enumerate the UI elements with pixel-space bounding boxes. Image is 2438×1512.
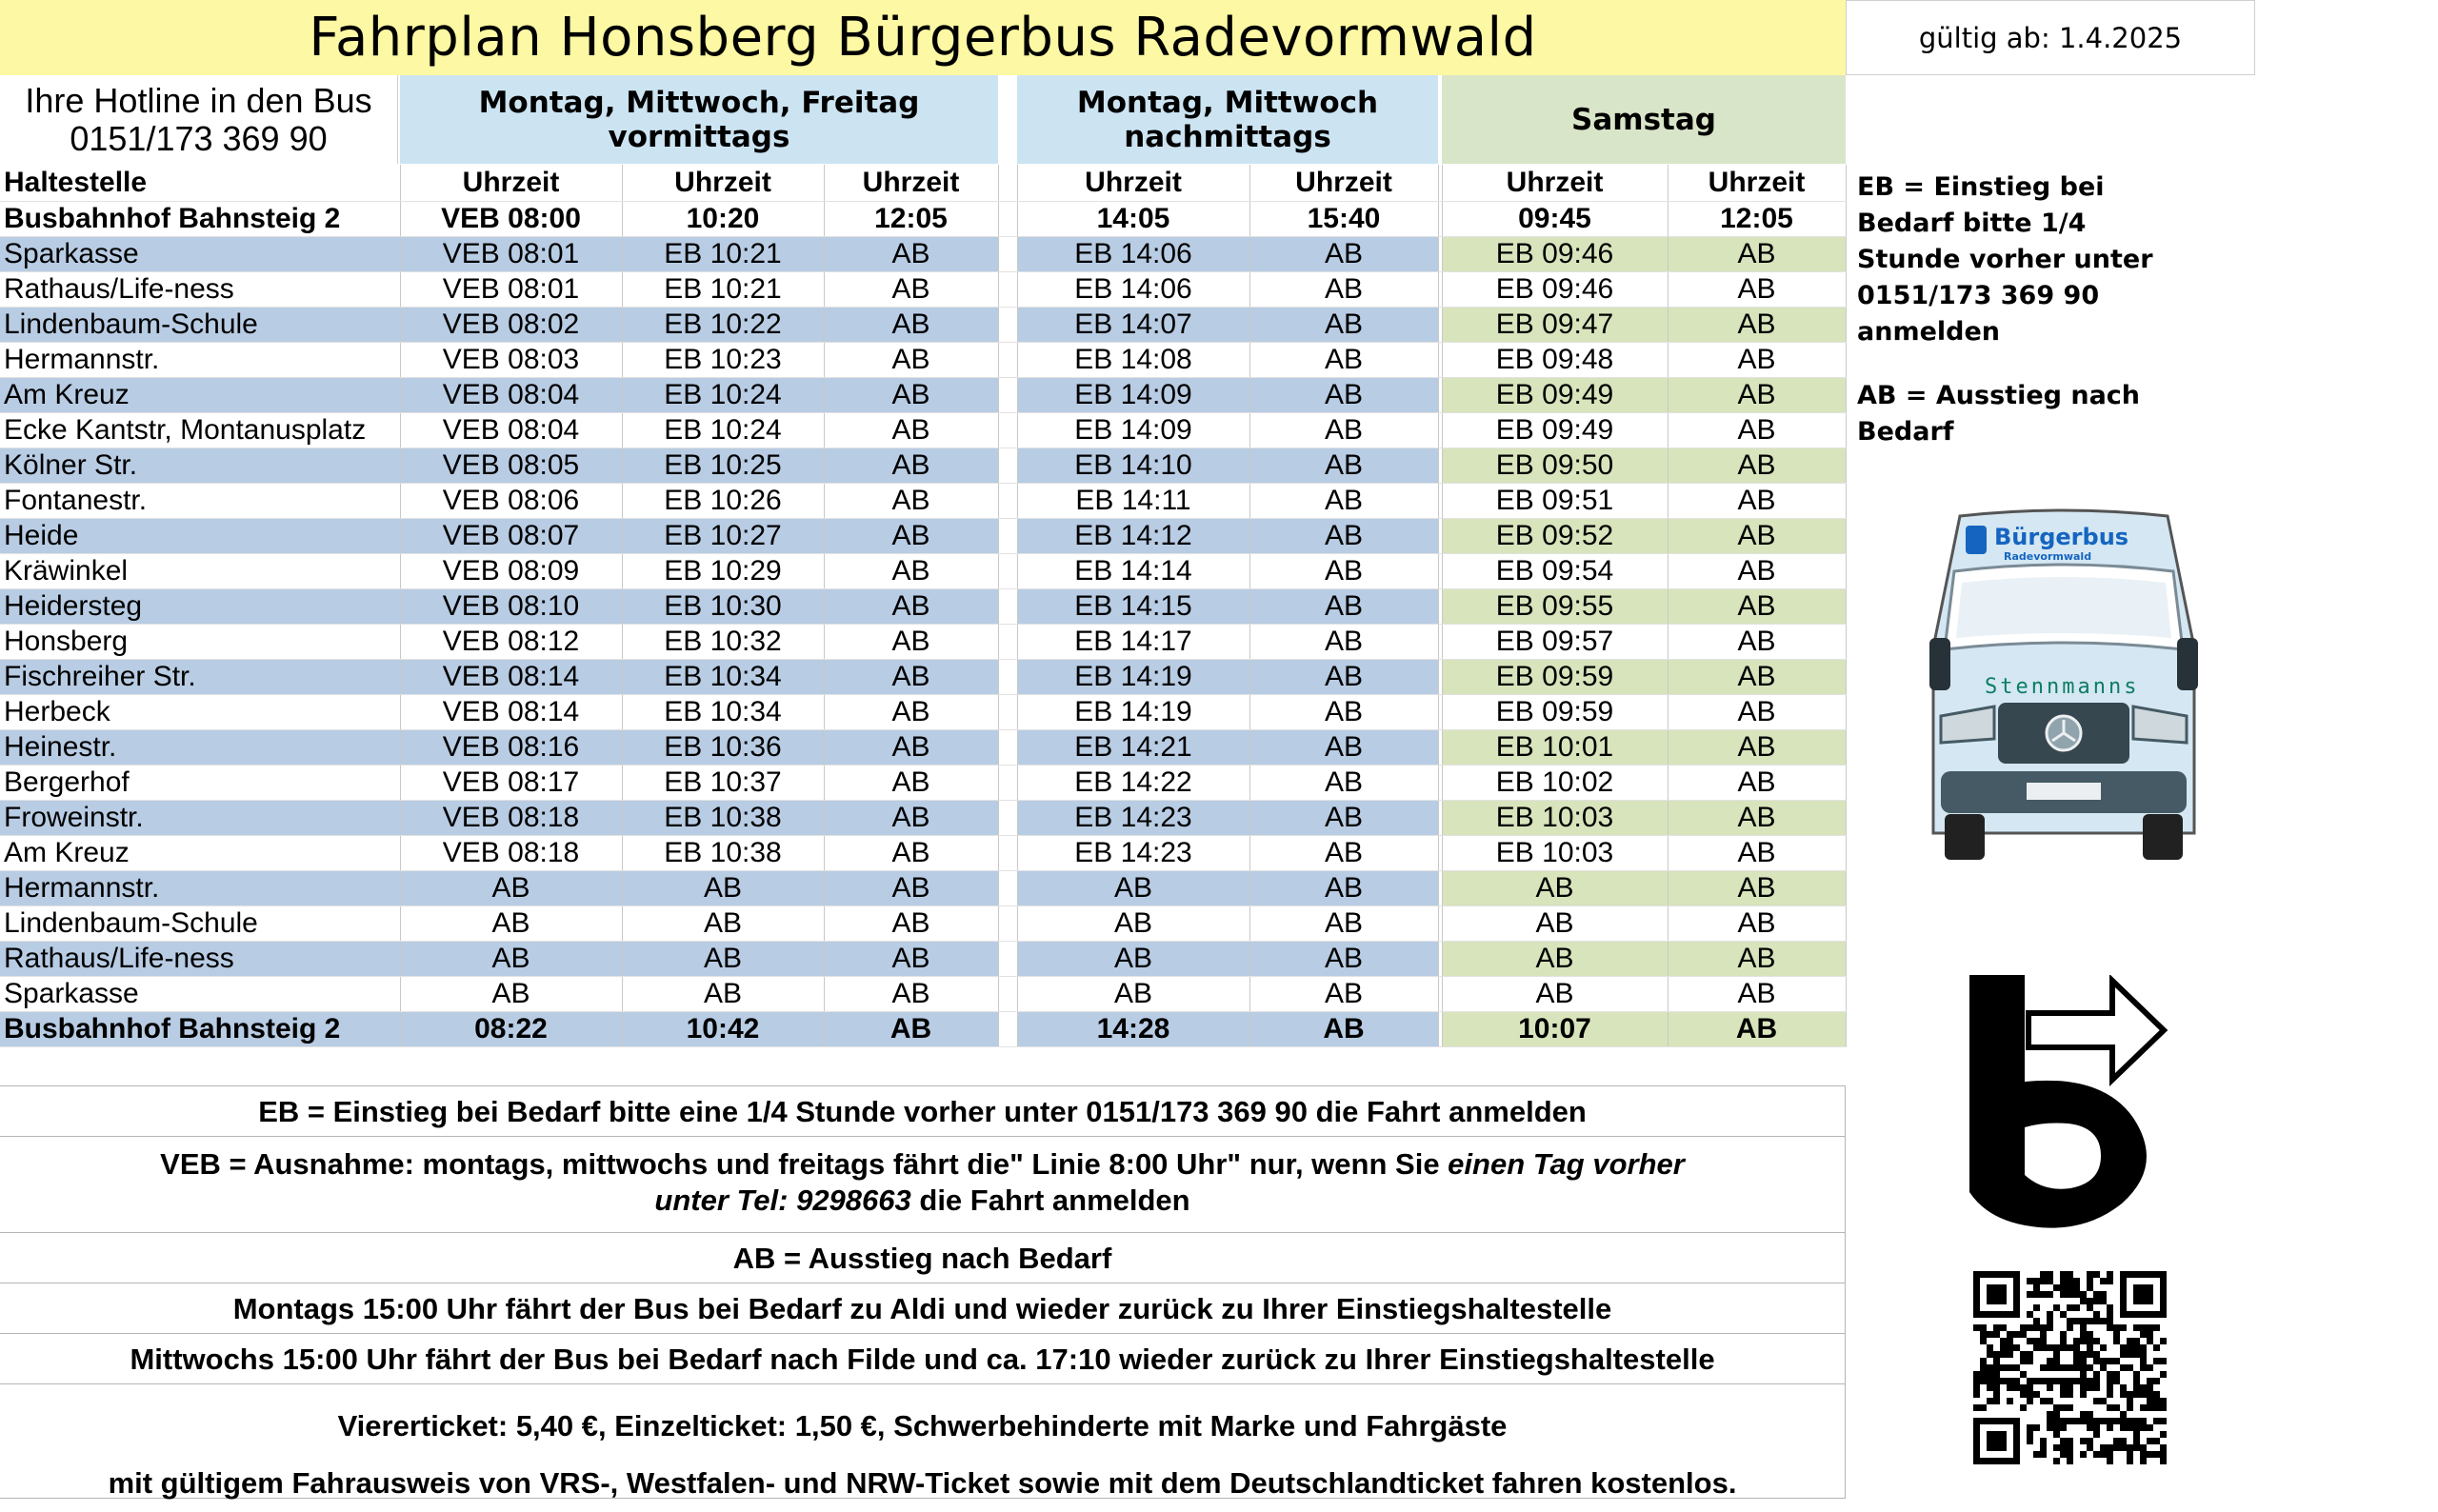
stop-name: Rathaus/Life-ness xyxy=(0,942,400,977)
time-cell: AB xyxy=(824,237,998,272)
time-cell: EB 14:23 xyxy=(1017,836,1249,871)
stop-name: Kräwinkel xyxy=(0,554,400,589)
time-cell: VEB 08:12 xyxy=(400,625,622,660)
time-cell: 14:28 xyxy=(1017,1012,1249,1047)
time-cell: AB xyxy=(1668,413,1846,448)
stop-name: Bergerhof xyxy=(0,766,400,801)
time-cell: AB xyxy=(1249,554,1438,589)
time-cell: AB xyxy=(1668,554,1846,589)
stop-name: Hermannstr. xyxy=(0,343,400,378)
time-cell: AB xyxy=(1442,871,1668,906)
time-cell: EB 10:36 xyxy=(622,730,824,766)
qr-code xyxy=(1973,1271,2168,1465)
time-cell: AB xyxy=(1249,906,1438,942)
time-cell: VEB 08:05 xyxy=(400,448,622,484)
time-cell: AB xyxy=(622,906,824,942)
time-cell: EB 10:38 xyxy=(622,836,824,871)
time-cell: AB xyxy=(400,871,622,906)
time-cell: AB xyxy=(1668,977,1846,1012)
time-cell: AB xyxy=(1668,660,1846,695)
buergerbus-b-logo xyxy=(1969,975,2179,1232)
column-gap xyxy=(998,237,1017,272)
table-row xyxy=(0,871,1846,906)
time-cell: EB 09:59 xyxy=(1442,660,1668,695)
bus-brand-sub: Radevormwald xyxy=(2004,550,2092,563)
time-cell: EB 09:49 xyxy=(1442,413,1668,448)
table-row xyxy=(0,801,1846,836)
time-cell: AB xyxy=(824,906,998,942)
time-cell: EB 10:26 xyxy=(622,484,824,519)
column-gap xyxy=(998,836,1017,871)
time-cell: VEB 08:14 xyxy=(400,695,622,730)
time-cell: Uhrzeit xyxy=(1249,165,1438,202)
time-cell: 10:42 xyxy=(622,1012,824,1047)
time-cell: AB xyxy=(400,942,622,977)
table-row xyxy=(0,660,1846,695)
stop-name: Fischreiher Str. xyxy=(0,660,400,695)
time-cell: VEB 08:07 xyxy=(400,519,622,554)
note-tickets-line1: Viererticket: 5,40 €, Einzelticket: 1,50 €, Schwerbehinderte mit Marke und Fahrgäste xyxy=(337,1409,1508,1442)
time-cell: AB xyxy=(1017,977,1249,1012)
time-cell: VEB 08:18 xyxy=(400,836,622,871)
time-cell: EB 09:46 xyxy=(1442,237,1668,272)
time-cell: 12:05 xyxy=(1668,202,1846,237)
time-cell: 08:22 xyxy=(400,1012,622,1047)
bus-brand: Bürgerbus xyxy=(1994,524,2129,550)
time-cell: AB xyxy=(824,871,998,906)
time-cell: VEB 08:06 xyxy=(400,484,622,519)
note-veb-italic: einen Tag vorher xyxy=(1448,1147,1685,1181)
group-line2: vormittags xyxy=(608,119,790,154)
column-gap xyxy=(998,519,1017,554)
table-row xyxy=(0,519,1846,554)
time-cell: EB 10:32 xyxy=(622,625,824,660)
table-row xyxy=(0,730,1846,766)
time-cell: EB 10:29 xyxy=(622,554,824,589)
stop-name: Lindenbaum-Schule xyxy=(0,308,400,343)
time-cell: AB xyxy=(1668,589,1846,625)
time-cell: AB xyxy=(1668,836,1846,871)
stop-name: Ecke Kantstr, Montanusplatz xyxy=(0,413,400,448)
column-gap xyxy=(998,272,1017,308)
column-gap xyxy=(998,871,1017,906)
table-row xyxy=(0,906,1846,942)
bus-illustration xyxy=(1891,505,2236,865)
arrow-right-icon xyxy=(2028,981,2164,1080)
time-cell: EB 14:06 xyxy=(1017,237,1249,272)
column-gap xyxy=(998,730,1017,766)
time-cell: AB xyxy=(1668,801,1846,836)
time-cell: EB 14:11 xyxy=(1017,484,1249,519)
table-row xyxy=(0,448,1846,484)
time-cell: VEB 08:09 xyxy=(400,554,622,589)
group-line1: Samstag xyxy=(1571,102,1716,137)
time-cell: AB xyxy=(1249,801,1438,836)
time-cell: 10:20 xyxy=(622,202,824,237)
table-row xyxy=(0,484,1846,519)
column-gap xyxy=(998,165,1017,202)
time-cell: AB xyxy=(1249,695,1438,730)
time-cell: VEB 08:01 xyxy=(400,237,622,272)
column-gap xyxy=(998,801,1017,836)
table-row xyxy=(0,836,1846,871)
time-cell: EB 14:09 xyxy=(1017,378,1249,413)
time-cell: AB xyxy=(824,589,998,625)
stop-name: Heinestr. xyxy=(0,730,400,766)
legend xyxy=(1857,169,2181,478)
time-cell: AB xyxy=(1249,519,1438,554)
time-cell: EB 14:19 xyxy=(1017,695,1249,730)
time-cell: EB 14:17 xyxy=(1017,625,1249,660)
stop-name: Sparkasse xyxy=(0,977,400,1012)
group-line2: nachmittags xyxy=(1124,119,1331,154)
time-cell: VEB 08:03 xyxy=(400,343,622,378)
time-cell: EB 09:49 xyxy=(1442,378,1668,413)
time-cell: AB xyxy=(1249,730,1438,766)
time-cell: EB 09:47 xyxy=(1442,308,1668,343)
note-veb xyxy=(0,1137,1846,1233)
time-cell: EB 09:55 xyxy=(1442,589,1668,625)
time-cell: AB xyxy=(824,484,998,519)
column-gap xyxy=(998,343,1017,378)
stop-name: Am Kreuz xyxy=(0,378,400,413)
column-gap xyxy=(998,484,1017,519)
time-cell: VEB 08:10 xyxy=(400,589,622,625)
column-gap xyxy=(998,554,1017,589)
table-row xyxy=(0,942,1846,977)
time-cell: 10:07 xyxy=(1442,1012,1668,1047)
time-cell: EB 10:24 xyxy=(622,378,824,413)
column-gap xyxy=(998,1012,1017,1047)
time-cell: AB xyxy=(824,413,998,448)
time-cell: VEB 08:18 xyxy=(400,801,622,836)
time-cell: AB xyxy=(1249,589,1438,625)
notes-section xyxy=(0,1085,1846,1499)
stop-name: Kölner Str. xyxy=(0,448,400,484)
column-gap xyxy=(998,625,1017,660)
time-cell: AB xyxy=(1442,906,1668,942)
note-eb: EB = Einstieg bei Bedarf bitte eine 1/4 Stunde vorher unter 0151/173 369 90 die Fahrt anmelden xyxy=(0,1086,1846,1137)
time-cell: AB xyxy=(1249,660,1438,695)
time-cell: EB 09:48 xyxy=(1442,343,1668,378)
time-cell: Uhrzeit xyxy=(1668,165,1846,202)
table-row xyxy=(0,237,1846,272)
table-row xyxy=(0,378,1846,413)
stop-name: Lindenbaum-Schule xyxy=(0,906,400,942)
time-cell: AB xyxy=(824,766,998,801)
time-cell: AB xyxy=(622,942,824,977)
time-cell: Uhrzeit xyxy=(622,165,824,202)
time-cell: AB xyxy=(622,977,824,1012)
time-cell: AB xyxy=(1249,766,1438,801)
stop-name: Am Kreuz xyxy=(0,836,400,871)
time-cell: AB xyxy=(1668,378,1846,413)
time-cell: Uhrzeit xyxy=(824,165,998,202)
time-cell: AB xyxy=(824,801,998,836)
time-cell: AB xyxy=(1668,1012,1846,1047)
page-title: Fahrplan Honsberg Bürgerbus Radevormwald xyxy=(0,0,1846,75)
time-cell: AB xyxy=(1668,343,1846,378)
table-row xyxy=(0,977,1846,1012)
time-cell: AB xyxy=(622,871,824,906)
column-gap xyxy=(998,695,1017,730)
time-cell: AB xyxy=(1249,484,1438,519)
time-cell: 14:05 xyxy=(1017,202,1249,237)
time-cell: AB xyxy=(824,554,998,589)
time-cell: AB xyxy=(824,836,998,871)
time-cell: VEB 08:17 xyxy=(400,766,622,801)
time-cell: AB xyxy=(1668,237,1846,272)
time-cell: AB xyxy=(1668,695,1846,730)
bus-sponsor: Stennmanns xyxy=(1985,675,2140,699)
time-cell: AB xyxy=(1249,413,1438,448)
time-cell: EB 10:23 xyxy=(622,343,824,378)
time-cell: AB xyxy=(1249,836,1438,871)
time-cell: AB xyxy=(1668,942,1846,977)
time-cell: VEB 08:00 xyxy=(400,202,622,237)
time-cell: EB 10:22 xyxy=(622,308,824,343)
time-cell: AB xyxy=(824,1012,998,1047)
time-cell: AB xyxy=(1442,977,1668,1012)
time-cell: Uhrzeit xyxy=(1442,165,1668,202)
note-veb-end: die Fahrt anmelden xyxy=(910,1184,1190,1217)
group-header-weekday-morning xyxy=(400,75,998,164)
time-cell: AB xyxy=(1668,766,1846,801)
time-cell: 15:40 xyxy=(1249,202,1438,237)
stop-name: Busbahnhof Bahnsteig 2 xyxy=(0,202,400,237)
time-cell: AB xyxy=(1249,625,1438,660)
time-cell: AB xyxy=(824,308,998,343)
time-cell: EB 14:15 xyxy=(1017,589,1249,625)
time-cell: AB xyxy=(1249,272,1438,308)
time-cell: AB xyxy=(1668,519,1846,554)
time-cell: EB 09:57 xyxy=(1442,625,1668,660)
time-cell: EB 10:21 xyxy=(622,272,824,308)
time-cell: EB 10:03 xyxy=(1442,801,1668,836)
time-cell: EB 14:22 xyxy=(1017,766,1249,801)
column-gap xyxy=(998,906,1017,942)
legend-ab: AB = Ausstieg nach Bedarf xyxy=(1857,381,2141,447)
hotline-label: Ihre Hotline in den Bus xyxy=(25,80,372,120)
time-cell: EB 14:07 xyxy=(1017,308,1249,343)
stop-name: Haltestelle xyxy=(0,165,400,202)
column-gap xyxy=(998,308,1017,343)
table-row xyxy=(0,413,1846,448)
time-cell: EB 09:59 xyxy=(1442,695,1668,730)
time-cell: EB 10:37 xyxy=(622,766,824,801)
table-row xyxy=(0,1012,1846,1047)
time-cell: EB 14:19 xyxy=(1017,660,1249,695)
time-cell: AB xyxy=(824,625,998,660)
time-cell: AB xyxy=(1668,871,1846,906)
time-cell: EB 14:23 xyxy=(1017,801,1249,836)
stop-name: Honsberg xyxy=(0,625,400,660)
stop-name: Sparkasse xyxy=(0,237,400,272)
stop-name: Herbeck xyxy=(0,695,400,730)
table-header-row xyxy=(0,165,1846,202)
note-veb-tel: unter Tel: 9298663 xyxy=(654,1184,911,1217)
column-gap xyxy=(998,660,1017,695)
stop-name: Fontanestr. xyxy=(0,484,400,519)
time-cell: AB xyxy=(824,695,998,730)
time-cell: AB xyxy=(1249,942,1438,977)
time-cell: EB 10:03 xyxy=(1442,836,1668,871)
time-cell: VEB 08:01 xyxy=(400,272,622,308)
time-cell: EB 10:34 xyxy=(622,695,824,730)
group-header-saturday xyxy=(1442,75,1846,164)
group-line1: Montag, Mittwoch xyxy=(1076,85,1379,120)
time-cell: AB xyxy=(1249,448,1438,484)
stop-name: Heidersteg xyxy=(0,589,400,625)
note-tickets xyxy=(0,1384,1846,1499)
valid-from: gültig ab: 1.4.2025 xyxy=(1846,0,2255,75)
time-cell: AB xyxy=(1249,343,1438,378)
table-row xyxy=(0,625,1846,660)
time-cell: EB 14:10 xyxy=(1017,448,1249,484)
group-line1: Montag, Mittwoch, Freitag xyxy=(478,85,920,120)
time-cell: AB xyxy=(1668,272,1846,308)
time-cell: EB 10:21 xyxy=(622,237,824,272)
time-cell: AB xyxy=(1249,237,1438,272)
time-cell: VEB 08:04 xyxy=(400,413,622,448)
time-cell: AB xyxy=(400,906,622,942)
time-cell: AB xyxy=(1442,942,1668,977)
time-cell: EB 10:01 xyxy=(1442,730,1668,766)
note-wednesday: Mittwochs 15:00 Uhr fährt der Bus bei Bedarf nach Filde und ca. 17:10 wieder zurück zu Ihrer Einstiegshaltestelle xyxy=(0,1334,1846,1384)
time-cell: EB 14:09 xyxy=(1017,413,1249,448)
time-cell: EB 14:14 xyxy=(1017,554,1249,589)
time-cell: EB 10:34 xyxy=(622,660,824,695)
table-row xyxy=(0,589,1846,625)
hotline-number: 0151/173 369 90 xyxy=(70,118,328,158)
time-cell: AB xyxy=(1668,484,1846,519)
time-cell: EB 10:25 xyxy=(622,448,824,484)
time-cell: AB xyxy=(1668,625,1846,660)
table-row xyxy=(0,308,1846,343)
time-cell: VEB 08:02 xyxy=(400,308,622,343)
column-gap xyxy=(998,977,1017,1012)
time-cell: AB xyxy=(824,977,998,1012)
time-cell: EB 14:06 xyxy=(1017,272,1249,308)
time-cell: EB 14:21 xyxy=(1017,730,1249,766)
note-veb-text: VEB = Ausnahme: montags, mittwochs und freitags fährt die" Linie 8:00 Uhr" nur, wenn Sie xyxy=(160,1147,1449,1181)
time-cell: VEB 08:14 xyxy=(400,660,622,695)
table-row xyxy=(0,766,1846,801)
time-cell: AB xyxy=(1017,871,1249,906)
hotline-box xyxy=(0,75,398,164)
time-cell: EB 10:30 xyxy=(622,589,824,625)
time-cell: AB xyxy=(824,272,998,308)
time-cell: EB 10:38 xyxy=(622,801,824,836)
column-gap xyxy=(998,766,1017,801)
note-tickets-line2: mit gültigem Fahrausweis von VRS-, Westfalen- und NRW-Ticket sowie mit dem Deutschlandticket fahren kostenlos. xyxy=(108,1466,1737,1500)
time-cell: AB xyxy=(824,730,998,766)
column-gap xyxy=(998,448,1017,484)
table-row xyxy=(0,695,1846,730)
time-cell: VEB 08:04 xyxy=(400,378,622,413)
stop-name: Busbahnhof Bahnsteig 2 xyxy=(0,1012,400,1047)
note-ab: AB = Ausstieg nach Bedarf xyxy=(0,1233,1846,1283)
time-cell: AB xyxy=(1249,1012,1438,1047)
time-cell: AB xyxy=(1668,730,1846,766)
column-gap xyxy=(998,202,1017,237)
column-gap xyxy=(998,413,1017,448)
time-cell: EB 09:46 xyxy=(1442,272,1668,308)
time-cell: 12:05 xyxy=(824,202,998,237)
column-gap xyxy=(998,589,1017,625)
time-cell: EB 09:50 xyxy=(1442,448,1668,484)
time-cell: Uhrzeit xyxy=(400,165,622,202)
time-cell: AB xyxy=(824,378,998,413)
table-row xyxy=(0,202,1846,237)
time-cell: EB 10:27 xyxy=(622,519,824,554)
time-cell: AB xyxy=(1668,906,1846,942)
time-cell: AB xyxy=(1668,448,1846,484)
time-cell: AB xyxy=(1249,977,1438,1012)
time-cell: AB xyxy=(824,448,998,484)
time-cell: AB xyxy=(824,660,998,695)
stop-name: Rathaus/Life-ness xyxy=(0,272,400,308)
time-cell: EB 10:24 xyxy=(622,413,824,448)
time-cell: 09:45 xyxy=(1442,202,1668,237)
note-monday: Montags 15:00 Uhr fährt der Bus bei Bedarf zu Aldi und wieder zurück zu Ihrer Einstiegshaltestelle xyxy=(0,1283,1846,1334)
time-cell: AB xyxy=(824,343,998,378)
bus-logo-icon xyxy=(1966,526,1987,554)
stop-name: Heide xyxy=(0,519,400,554)
time-cell: AB xyxy=(824,942,998,977)
stop-name: Hermannstr. xyxy=(0,871,400,906)
time-cell: Uhrzeit xyxy=(1017,165,1249,202)
time-cell: EB 09:54 xyxy=(1442,554,1668,589)
time-cell: AB xyxy=(1249,308,1438,343)
time-cell: EB 09:52 xyxy=(1442,519,1668,554)
time-cell: VEB 08:16 xyxy=(400,730,622,766)
time-cell: AB xyxy=(1249,378,1438,413)
time-cell: AB xyxy=(1668,308,1846,343)
stop-name: Froweinstr. xyxy=(0,801,400,836)
table-row xyxy=(0,343,1846,378)
time-cell: AB xyxy=(1017,906,1249,942)
time-cell: AB xyxy=(824,519,998,554)
group-header-afternoon xyxy=(1017,75,1438,164)
table-row xyxy=(0,272,1846,308)
time-cell: EB 14:08 xyxy=(1017,343,1249,378)
table-row xyxy=(0,554,1846,589)
column-gap xyxy=(998,378,1017,413)
time-cell: EB 10:02 xyxy=(1442,766,1668,801)
time-cell: EB 14:12 xyxy=(1017,519,1249,554)
legend-eb: EB = Einstieg bei Bedarf bitte 1/4 Stunde vorher unter 0151/173 369 90 anmelden xyxy=(1857,172,2153,347)
timetable xyxy=(0,165,1847,1047)
time-cell: EB 09:51 xyxy=(1442,484,1668,519)
time-cell: AB xyxy=(400,977,622,1012)
time-cell: AB xyxy=(1017,942,1249,977)
time-cell: AB xyxy=(1249,871,1438,906)
column-gap xyxy=(998,942,1017,977)
